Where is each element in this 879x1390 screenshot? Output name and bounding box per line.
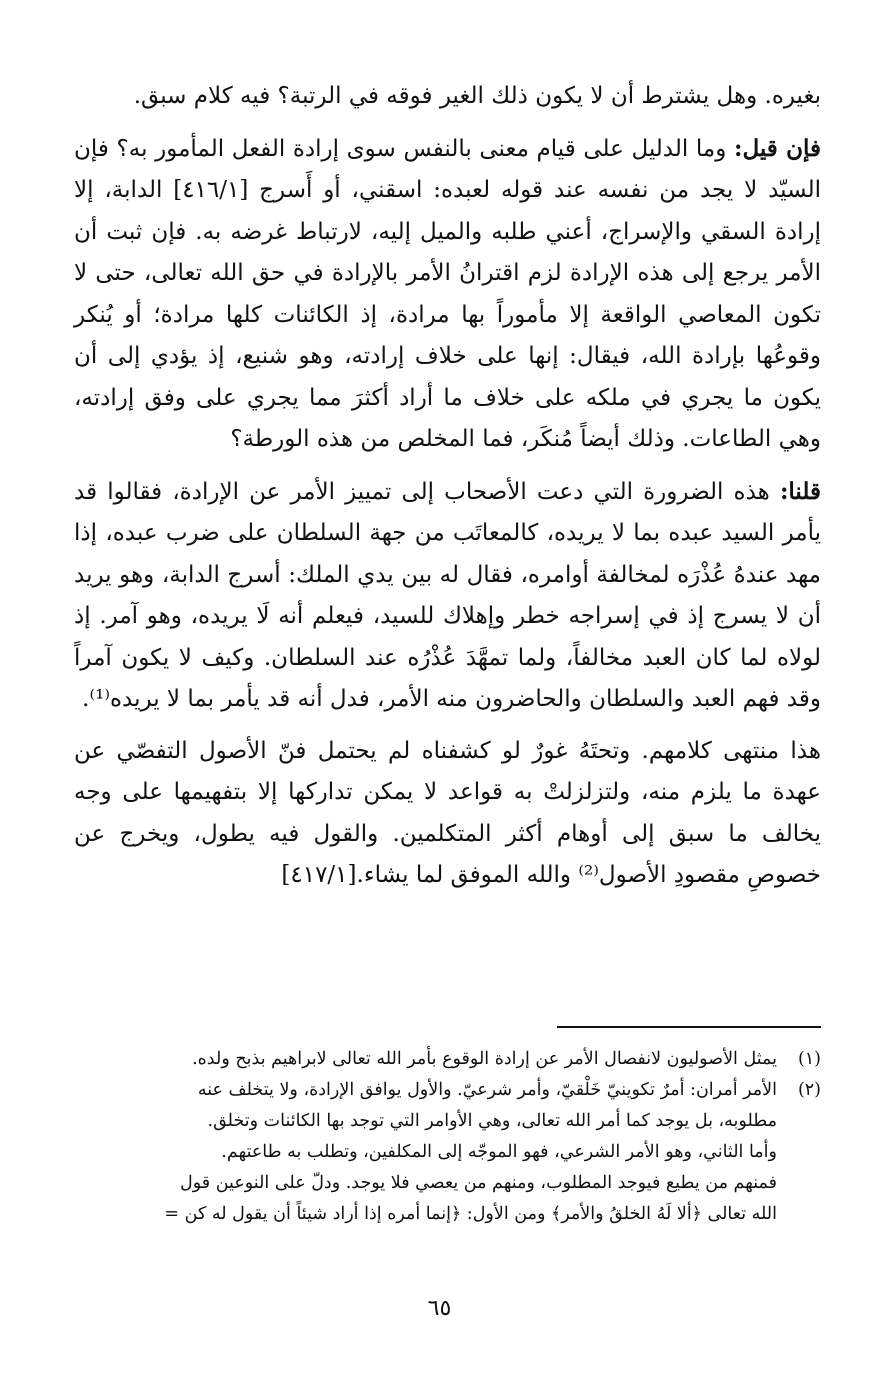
footnote-text <box>74 1075 777 1230</box>
text-line: إذا مهد عندهُ عُذْرَه لمخالفة أوامره، فقال له بين يدي الملك: أسرج الدابة، <box>74 520 822 588</box>
footnote-number: (١) <box>797 1049 821 1069</box>
paragraph-2 <box>74 128 821 461</box>
text-line: مرادة؛ أو يُنكر وقوعُها بإرادة الله، فيقال: إنها على خلاف إرادته، وهو شنيع، <box>74 301 822 369</box>
main-text <box>74 76 821 897</box>
footnote-line: وأما الثاني، وهو الأمر الشرعي، فهو الموجّه إلى المكلفين، وتطلب به طاعتهم. <box>221 1142 777 1162</box>
text-line: عهدة ما يلزم منه، ولتزلزلتْ به قواعد لا يمكن تداركها إلا بتفهيمها على وجه <box>74 779 821 805</box>
paragraph-lead: قلنا: <box>779 477 821 505</box>
text-line: وهو يريد أن لا يسرج إذ في إسراجه خطر وإهلاك للسيد، فيعلم أنه لَا يريده، <box>74 561 821 629</box>
text-line: إذ يؤدي إلى أن يكون ما يجري في ملكه على خلاف ما أراد أكثرَ مما يجري <box>74 343 822 411</box>
page-number: ٦٥ <box>427 1296 452 1321</box>
text-line: فإن السيّد لا يجد من نفسه عند قوله لعبده: اسقني، أو أَسرج [٤١٦/١] الدابة، <box>74 135 821 203</box>
footnote-line: الله تعالى ﴿ألا لَهُ الخلقُ والأمر﴾ ومن الأول: ﴿إنما أمره إذا أراد شيئاً أن يقول له كن = <box>164 1204 777 1224</box>
footnote-number: (٢) <box>797 1080 821 1100</box>
text-line: وما الدليل على قيام معنى بالنفس سوى إرادة الفعل المأمور به؟ <box>116 135 734 162</box>
paragraph-1 <box>74 76 821 118</box>
text-line: حتى لا تكون المعاصي الواقعة إلا مأموراً بها مرادة، إذ الكائنات كلها <box>74 260 822 328</box>
footnote-1 <box>74 1044 821 1075</box>
text-line: لا يكون آمراً وقد فهم العبد والسلطان والحاضرون منه الأمر، فدل أنه قد يأمر <box>74 644 821 712</box>
text-line: الورطة؟ <box>230 426 310 452</box>
text-line: يخالف ما سبق إلى أوهام أكثر المتكلمين. والقول فيه يطول، ويخرج عن <box>74 820 821 847</box>
text-line: خصوصِ مقصودِ الأصول⁽²⁾ والله الموفق لما يشاء.[٤١٧/١] <box>281 862 821 888</box>
footnote-separator <box>557 1026 821 1028</box>
footnote-line: مطلوبه، بل يوجد كما أمر الله تعالى، وهي الأوامر التي توجد بها الكائنات وتخلق. <box>207 1111 777 1131</box>
text-line: هذا منتهى كلامهم. وتحتَهُ غورٌ لو كشفناه لم يحتمل فنّ الأصول التفصّي عن <box>74 737 821 764</box>
text-line: بما لا يريده⁽¹⁾. <box>82 686 215 712</box>
text-line: وهو آمر. إذ لولاه لما كان العبد مخالفاً، ولما تمهَّدَ عُذْرُه عند السلطان. وكيف <box>74 603 822 671</box>
paragraph-3 <box>74 471 821 721</box>
text-line: بغيره. وهل يشترط أن لا يكون ذلك الغير فوقه في الرتبة؟ فيه كلام سبق. <box>133 83 821 109</box>
footnote-line: الأمر أمران: أمرٌ تكوينيّ خَلْقيّ، وأمر شرعيّ. والأول يوافق الإرادة، ولا يتخلف عنه <box>197 1080 777 1100</box>
text-line: قد يأمر السيد عبده بما لا يريده، كالمعاتَب من جهة السلطان على ضرب عبده، <box>74 478 822 546</box>
paragraph-lead: فإن قيل: <box>733 134 822 162</box>
footnote-text <box>74 1044 777 1075</box>
text-line: إلا إرادة السقي والإسراج، أعني طلبه والميل إليه، لارتباط غرضه به. فإن ثبت <box>74 177 822 245</box>
text-line: هذه الضرورة التي دعت الأصحاب إلى تمييز الأمر عن الإرادة، فقالوا <box>107 478 780 505</box>
text-line: أن الأمر يرجع إلى هذه الإرادة لزم اقترانُ الأمر بالإرادة في حق الله تعالى، <box>74 218 821 286</box>
footnotes <box>74 1044 821 1230</box>
footnote-line: فمنهم من يطيع فيوجد المطلوب، ومنهم من يعصي فلا يوجد. ودلّ على النوعين قول <box>180 1173 777 1193</box>
footnote-line: يمثل الأصوليون لانفصال الأمر عن إرادة الوقوع بأمر الله تعالى لابراهيم بذبح ولده. <box>192 1049 777 1069</box>
footnote-2 <box>74 1075 821 1230</box>
text-line: على وفق إرادته، وهي الطاعات. وذلك أيضاً مُنكَر، فما المخلص من هذه <box>74 384 821 452</box>
paragraph-4 <box>74 731 821 897</box>
